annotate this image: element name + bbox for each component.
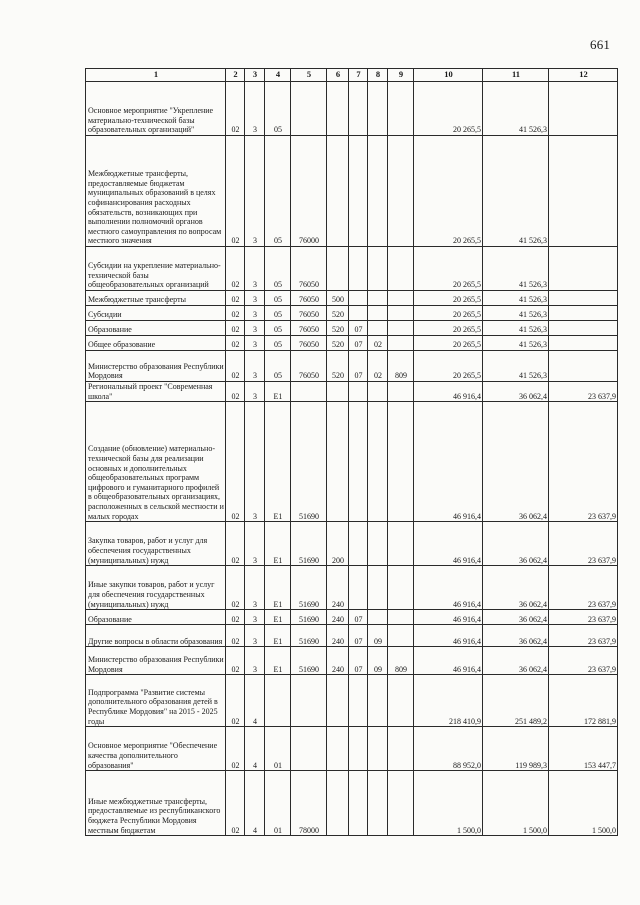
column-header: 11 [483, 69, 549, 82]
col-4-cell [265, 675, 291, 727]
table-row [86, 566, 618, 610]
col-2-cell: 02 [226, 625, 245, 647]
col-7-cell: 07 [349, 351, 368, 382]
col-5-cell: 76050 [291, 336, 327, 351]
col-2-cell: 02 [226, 647, 245, 675]
column-header: 2 [226, 69, 245, 82]
col-5-cell: 78000 [291, 771, 327, 836]
col-5-cell: 76000 [291, 136, 327, 247]
column-header: 12 [549, 69, 618, 82]
row-name-cell: Образование [86, 610, 226, 625]
table-row [86, 291, 618, 306]
col-2-cell: 02 [226, 610, 245, 625]
col-9-cell [388, 336, 414, 351]
col-5-cell: 76050 [291, 321, 327, 336]
column-header: 3 [245, 69, 265, 82]
column-header: 10 [414, 69, 483, 82]
col-6-cell: 240 [327, 625, 349, 647]
col-3-cell: 3 [245, 625, 265, 647]
col-7-cell [349, 82, 368, 136]
col-9-cell [388, 321, 414, 336]
col-3-cell: 4 [245, 675, 265, 727]
col-6-cell: 520 [327, 351, 349, 382]
col-5-cell [291, 382, 327, 402]
col-5-cell: 76050 [291, 351, 327, 382]
col-11-cell: 41 526,3 [483, 336, 549, 351]
col-9-cell [388, 610, 414, 625]
col-8-cell [368, 402, 388, 522]
col-9-cell [388, 247, 414, 291]
col-5-cell: 51690 [291, 647, 327, 675]
col-12-cell: 23 637,9 [549, 610, 618, 625]
table-row [86, 625, 618, 647]
table-row [86, 336, 618, 351]
col-3-cell: 3 [245, 647, 265, 675]
col-6-cell [327, 771, 349, 836]
col-10-cell: 20 265,5 [414, 321, 483, 336]
col-10-cell: 46 916,4 [414, 522, 483, 566]
col-3-cell: 3 [245, 82, 265, 136]
row-name-cell: Иные закупки товаров, работ и услуг для обеспечения государственных (муниципальных) нужд [86, 566, 226, 610]
col-4-cell: 05 [265, 306, 291, 321]
col-2-cell: 02 [226, 522, 245, 566]
col-10-cell: 20 265,5 [414, 247, 483, 291]
col-10-cell: 20 265,5 [414, 291, 483, 306]
col-2-cell: 02 [226, 771, 245, 836]
col-4-cell: 01 [265, 771, 291, 836]
table-row [86, 610, 618, 625]
row-name-cell: Региональный проект "Современная школа" [86, 382, 226, 402]
col-10-cell: 1 500,0 [414, 771, 483, 836]
col-8-cell [368, 382, 388, 402]
col-8-cell [368, 291, 388, 306]
col-9-cell: 809 [388, 351, 414, 382]
col-2-cell: 02 [226, 382, 245, 402]
col-2-cell: 02 [226, 402, 245, 522]
col-8-cell [368, 247, 388, 291]
col-10-cell: 20 265,5 [414, 351, 483, 382]
row-name-cell: Иные межбюджетные трансферты, предоставляемые из республиканского бюджета Республики Мордовия местным бюджетам [86, 771, 226, 836]
col-12-cell: 153 447,7 [549, 727, 618, 771]
col-7-cell: 07 [349, 625, 368, 647]
row-name-cell: Подпрограмма "Развитие системы дополнительного образования детей в Республике Мордовия" на 2015 - 2025 годы [86, 675, 226, 727]
col-12-cell [549, 291, 618, 306]
col-4-cell: E1 [265, 382, 291, 402]
col-8-cell [368, 306, 388, 321]
col-2-cell: 02 [226, 675, 245, 727]
col-2-cell: 02 [226, 82, 245, 136]
col-11-cell: 41 526,3 [483, 321, 549, 336]
row-name-cell: Образование [86, 321, 226, 336]
col-3-cell: 3 [245, 610, 265, 625]
col-7-cell: 07 [349, 336, 368, 351]
row-name-cell: Основное мероприятие "Укрепление материально-технической базы образовательных организаций" [86, 82, 226, 136]
col-12-cell: 172 881,9 [549, 675, 618, 727]
col-3-cell: 3 [245, 522, 265, 566]
col-9-cell [388, 625, 414, 647]
col-7-cell [349, 675, 368, 727]
col-12-cell [549, 82, 618, 136]
col-3-cell: 3 [245, 351, 265, 382]
col-12-cell: 23 637,9 [549, 402, 618, 522]
row-name-cell: Основное мероприятие "Обеспечение качества дополнительного образования" [86, 727, 226, 771]
table-row [86, 727, 618, 771]
col-8-cell: 02 [368, 351, 388, 382]
col-6-cell [327, 402, 349, 522]
column-header: 5 [291, 69, 327, 82]
col-12-cell [549, 306, 618, 321]
col-4-cell: 05 [265, 247, 291, 291]
col-4-cell: E1 [265, 647, 291, 675]
col-3-cell: 3 [245, 402, 265, 522]
col-8-cell: 02 [368, 336, 388, 351]
col-11-cell: 41 526,3 [483, 136, 549, 247]
col-11-cell: 36 062,4 [483, 647, 549, 675]
col-10-cell: 20 265,5 [414, 136, 483, 247]
col-2-cell: 02 [226, 321, 245, 336]
col-2-cell: 02 [226, 566, 245, 610]
col-4-cell: 01 [265, 727, 291, 771]
table-row [86, 771, 618, 836]
col-6-cell [327, 727, 349, 771]
col-11-cell: 36 062,4 [483, 610, 549, 625]
col-5-cell: 51690 [291, 566, 327, 610]
col-12-cell: 23 637,9 [549, 625, 618, 647]
col-9-cell [388, 727, 414, 771]
col-9-cell [388, 566, 414, 610]
col-5-cell: 76050 [291, 247, 327, 291]
col-7-cell: 07 [349, 610, 368, 625]
col-8-cell: 09 [368, 625, 388, 647]
col-10-cell: 46 916,4 [414, 610, 483, 625]
col-9-cell [388, 82, 414, 136]
row-name-cell: Межбюджетные трансферты [86, 291, 226, 306]
col-11-cell: 41 526,3 [483, 351, 549, 382]
col-7-cell: 07 [349, 321, 368, 336]
col-4-cell: 05 [265, 336, 291, 351]
col-10-cell: 218 410,9 [414, 675, 483, 727]
col-8-cell [368, 136, 388, 247]
col-10-cell: 46 916,4 [414, 647, 483, 675]
page-number: 661 [590, 37, 611, 52]
col-10-cell: 46 916,4 [414, 402, 483, 522]
col-8-cell [368, 675, 388, 727]
col-7-cell [349, 727, 368, 771]
col-5-cell: 51690 [291, 610, 327, 625]
budget-table [85, 68, 618, 836]
col-4-cell: 05 [265, 136, 291, 247]
table-row [86, 306, 618, 321]
col-9-cell [388, 306, 414, 321]
col-5-cell: 76050 [291, 306, 327, 321]
table-row [86, 351, 618, 382]
table-row [86, 647, 618, 675]
col-2-cell: 02 [226, 247, 245, 291]
col-7-cell [349, 306, 368, 321]
col-2-cell: 02 [226, 727, 245, 771]
col-11-cell: 36 062,4 [483, 566, 549, 610]
col-6-cell: 200 [327, 522, 349, 566]
col-5-cell [291, 82, 327, 136]
col-8-cell [368, 727, 388, 771]
col-4-cell: 05 [265, 351, 291, 382]
col-11-cell: 36 062,4 [483, 625, 549, 647]
column-header: 4 [265, 69, 291, 82]
col-9-cell [388, 675, 414, 727]
col-3-cell: 3 [245, 306, 265, 321]
col-5-cell: 51690 [291, 625, 327, 647]
col-3-cell: 3 [245, 566, 265, 610]
col-9-cell [388, 522, 414, 566]
col-11-cell: 41 526,3 [483, 82, 549, 136]
col-11-cell: 251 489,2 [483, 675, 549, 727]
col-4-cell: E1 [265, 625, 291, 647]
col-6-cell: 240 [327, 566, 349, 610]
col-6-cell: 240 [327, 647, 349, 675]
row-name-cell: Общее образование [86, 336, 226, 351]
col-5-cell [291, 675, 327, 727]
col-11-cell: 36 062,4 [483, 522, 549, 566]
col-6-cell: 520 [327, 321, 349, 336]
col-11-cell: 41 526,3 [483, 247, 549, 291]
column-header: 9 [388, 69, 414, 82]
row-name-cell: Министерство образования Республики Мордовия [86, 351, 226, 382]
row-name-cell: Другие вопросы в области образования [86, 625, 226, 647]
col-3-cell: 3 [245, 247, 265, 291]
col-12-cell: 23 637,9 [549, 522, 618, 566]
column-header: 6 [327, 69, 349, 82]
col-10-cell: 46 916,4 [414, 625, 483, 647]
col-7-cell [349, 566, 368, 610]
col-2-cell: 02 [226, 136, 245, 247]
col-9-cell [388, 402, 414, 522]
col-11-cell: 1 500,0 [483, 771, 549, 836]
col-10-cell: 20 265,5 [414, 336, 483, 351]
col-7-cell [349, 402, 368, 522]
col-3-cell: 3 [245, 321, 265, 336]
col-5-cell: 51690 [291, 402, 327, 522]
col-10-cell: 88 952,0 [414, 727, 483, 771]
col-8-cell [368, 566, 388, 610]
col-12-cell [549, 321, 618, 336]
row-name-cell: Субсидии [86, 306, 226, 321]
col-3-cell: 3 [245, 291, 265, 306]
col-3-cell: 3 [245, 136, 265, 247]
col-6-cell: 240 [327, 610, 349, 625]
col-7-cell [349, 522, 368, 566]
row-name-cell: Министерство образования Республики Мордовия [86, 647, 226, 675]
col-11-cell: 36 062,4 [483, 402, 549, 522]
col-12-cell: 23 637,9 [549, 382, 618, 402]
col-9-cell: 809 [388, 647, 414, 675]
col-6-cell: 520 [327, 336, 349, 351]
col-7-cell [349, 136, 368, 247]
col-4-cell: E1 [265, 522, 291, 566]
col-6-cell [327, 247, 349, 291]
col-12-cell: 23 637,9 [549, 647, 618, 675]
col-5-cell: 51690 [291, 522, 327, 566]
col-12-cell: 1 500,0 [549, 771, 618, 836]
col-4-cell: 05 [265, 321, 291, 336]
col-3-cell: 4 [245, 771, 265, 836]
col-6-cell [327, 82, 349, 136]
col-3-cell: 3 [245, 336, 265, 351]
col-2-cell: 02 [226, 306, 245, 321]
col-4-cell: E1 [265, 566, 291, 610]
row-name-cell: Создание (обновление) материально-технической базы для реализации основных и дополнительных общеобразовательных программ цифрового и гуманитарного профилей в общеобразовательных организациях, расположенных в сельской местности и малых городах [86, 402, 226, 522]
table-row [86, 136, 618, 247]
col-12-cell [549, 351, 618, 382]
col-4-cell: 05 [265, 291, 291, 306]
col-4-cell: E1 [265, 402, 291, 522]
col-3-cell: 3 [245, 382, 265, 402]
col-8-cell [368, 771, 388, 836]
col-6-cell [327, 136, 349, 247]
col-8-cell [368, 321, 388, 336]
table-row [86, 522, 618, 566]
col-8-cell [368, 82, 388, 136]
table-row [86, 321, 618, 336]
table-header-row [86, 69, 618, 82]
col-2-cell: 02 [226, 351, 245, 382]
col-6-cell: 500 [327, 291, 349, 306]
col-10-cell: 46 916,4 [414, 566, 483, 610]
col-5-cell: 76050 [291, 291, 327, 306]
col-11-cell: 119 989,3 [483, 727, 549, 771]
col-11-cell: 41 526,3 [483, 291, 549, 306]
col-8-cell: 09 [368, 647, 388, 675]
column-header: 7 [349, 69, 368, 82]
col-8-cell [368, 522, 388, 566]
col-9-cell [388, 291, 414, 306]
col-7-cell [349, 247, 368, 291]
row-name-cell: Закупка товаров, работ и услуг для обеспечения государственных (муниципальных) нужд [86, 522, 226, 566]
col-12-cell [549, 336, 618, 351]
col-2-cell: 02 [226, 336, 245, 351]
col-2-cell: 02 [226, 291, 245, 306]
col-11-cell: 41 526,3 [483, 306, 549, 321]
col-5-cell [291, 727, 327, 771]
row-name-cell: Межбюджетные трансферты, предоставляемые бюджетам муниципальных образований в целях софинансирования расходных обязательств, возникающих при выполнении полномочий органов местного самоуправления по вопросам местного значения [86, 136, 226, 247]
column-header: 1 [86, 69, 226, 82]
table-row [86, 402, 618, 522]
col-10-cell: 20 265,5 [414, 82, 483, 136]
col-7-cell: 07 [349, 647, 368, 675]
col-9-cell [388, 136, 414, 247]
col-6-cell [327, 675, 349, 727]
col-10-cell: 46 916,4 [414, 382, 483, 402]
col-9-cell [388, 382, 414, 402]
col-7-cell [349, 291, 368, 306]
col-10-cell: 20 265,5 [414, 306, 483, 321]
col-4-cell: E1 [265, 610, 291, 625]
col-12-cell [549, 247, 618, 291]
col-11-cell: 36 062,4 [483, 382, 549, 402]
col-8-cell [368, 610, 388, 625]
col-7-cell [349, 382, 368, 402]
col-12-cell [549, 136, 618, 247]
column-header: 8 [368, 69, 388, 82]
row-name-cell: Субсидии на укрепление материально-технической базы общеобразовательных организаций [86, 247, 226, 291]
col-6-cell: 520 [327, 306, 349, 321]
table-row [86, 675, 618, 727]
table-row [86, 382, 618, 402]
col-9-cell [388, 771, 414, 836]
col-7-cell [349, 771, 368, 836]
table-row [86, 247, 618, 291]
col-4-cell: 05 [265, 82, 291, 136]
col-12-cell: 23 637,9 [549, 566, 618, 610]
col-3-cell: 4 [245, 727, 265, 771]
table-row [86, 82, 618, 136]
col-6-cell [327, 382, 349, 402]
